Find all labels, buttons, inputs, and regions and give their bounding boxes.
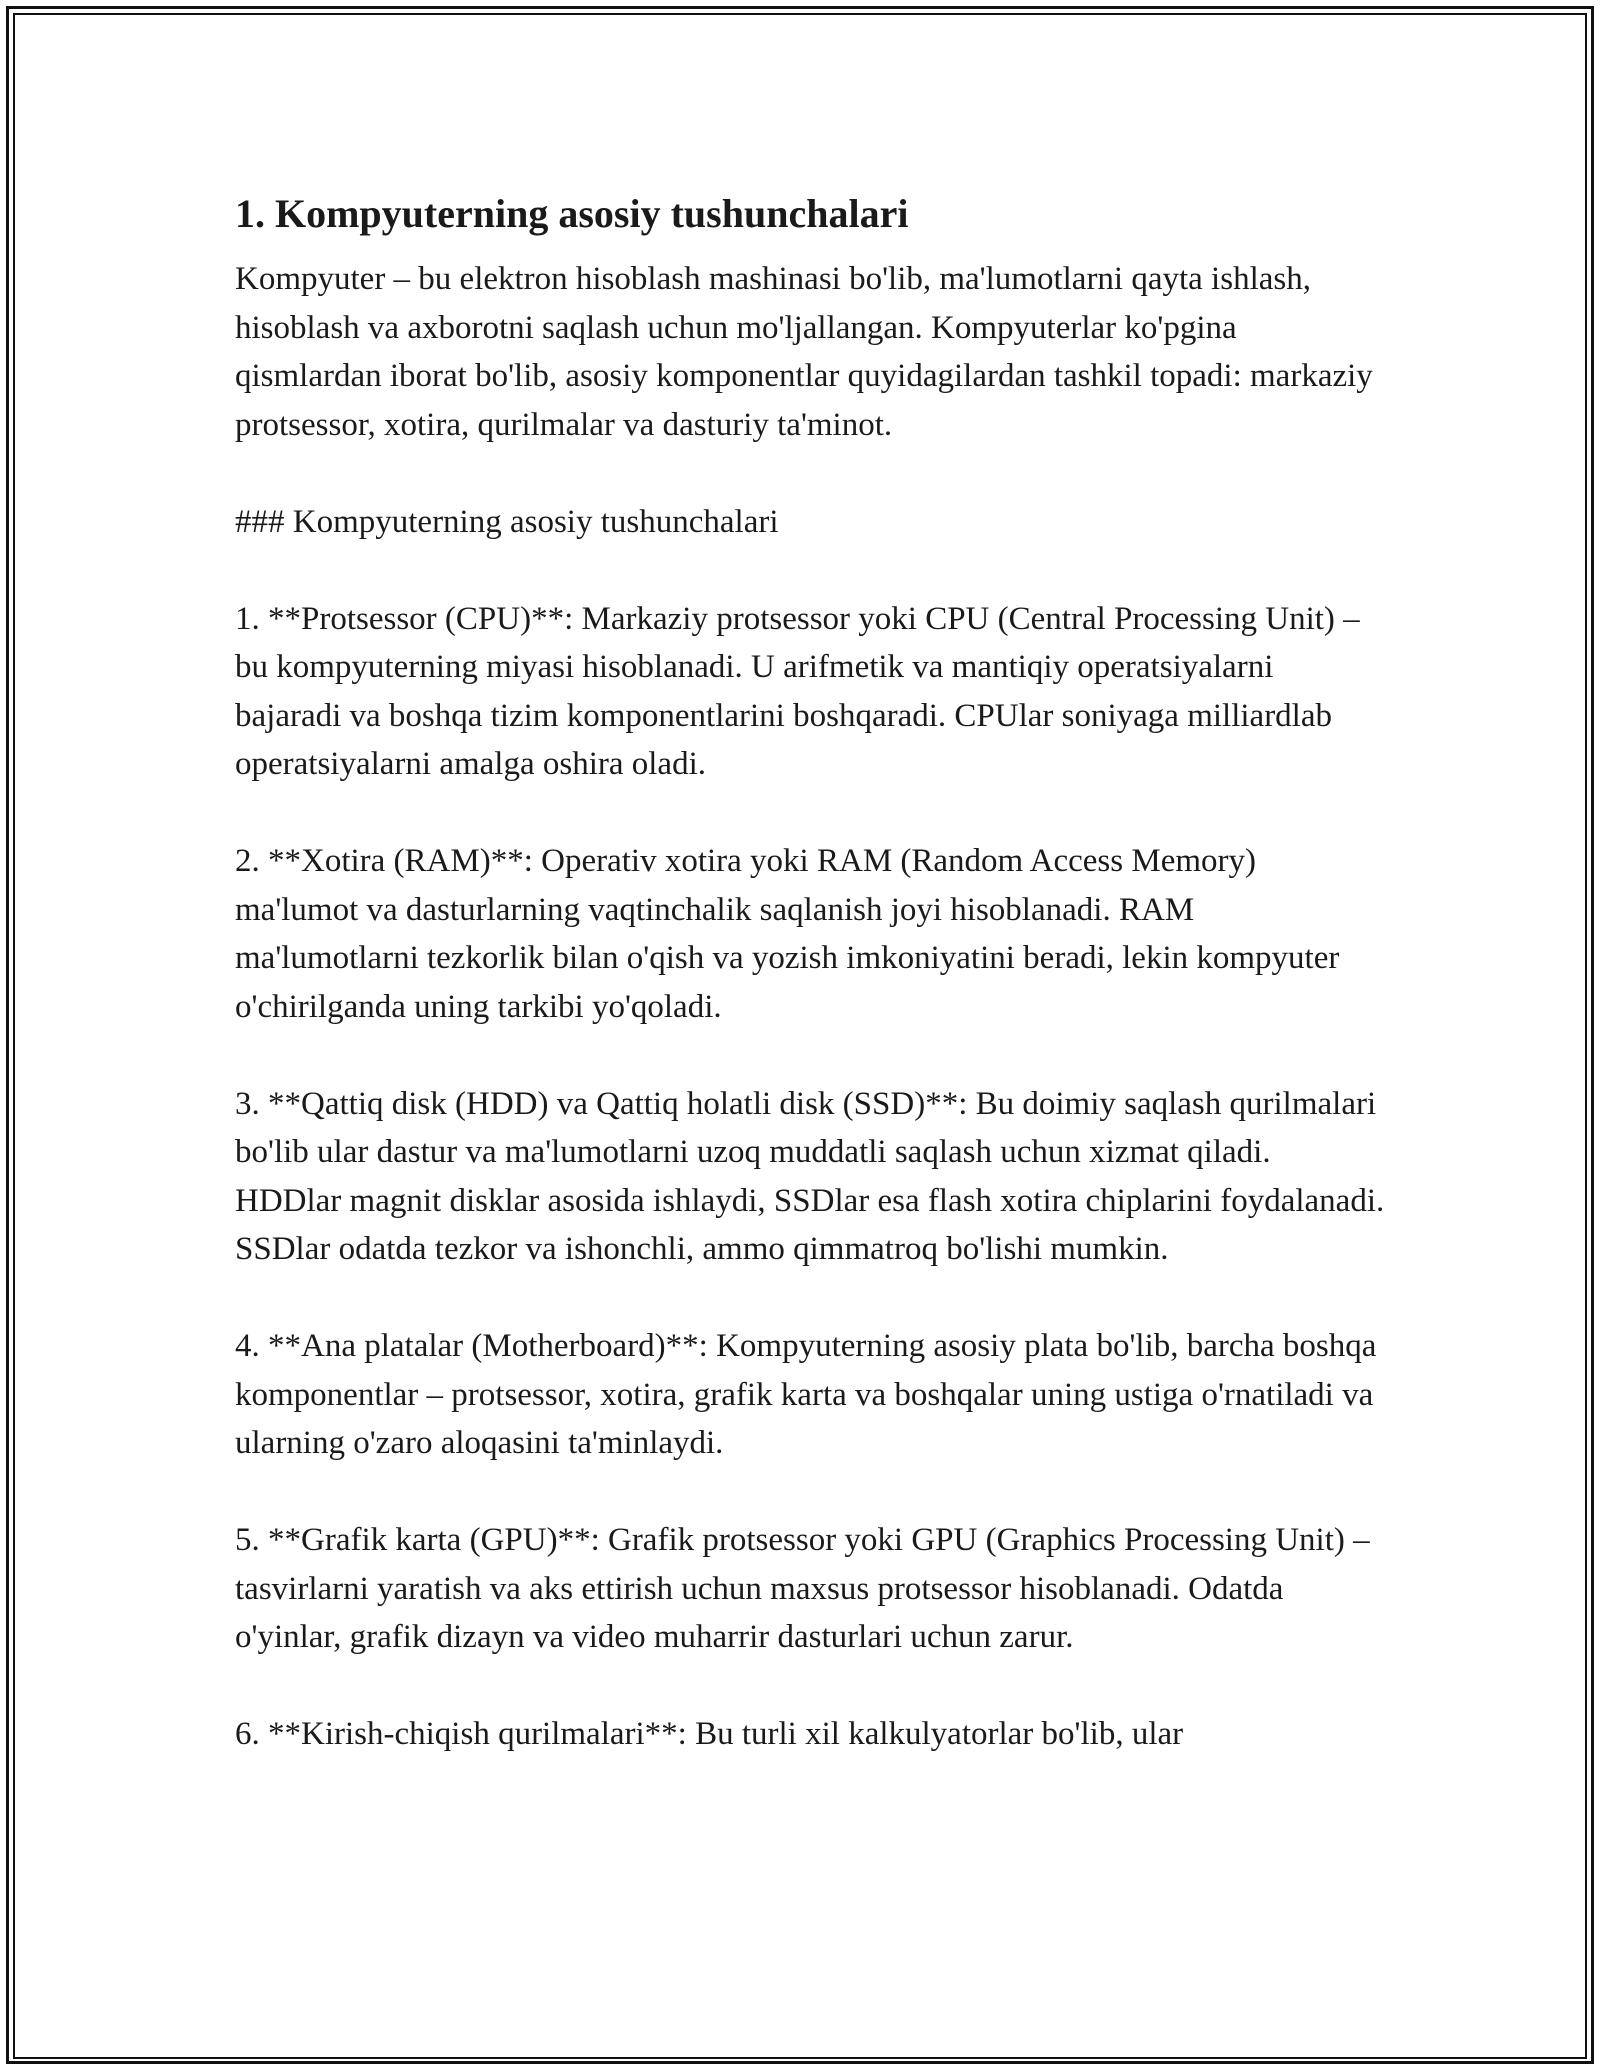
list-item-io-devices: 6. **Kirish-chiqish qurilmalari**: Bu turli xil kalkulyatorlar bo'lib, ular <box>235 1716 1184 1752</box>
document-body <box>235 185 1385 1759</box>
intro-paragraph: Kompyuter – bu elektron hisoblash mashinasi bo'lib, ma'lumotlarni qayta ishlash, hisoblash va axborotni saqlash uchun mo'ljallangan. Kompyuterlar ko'pgina qismlardan iborat bo'lib, asosiy komponentlar quyidagilardan tashkil topadi: markaziy protsessor, xotira, qurilmalar va dasturiy ta'minot. <box>235 261 1373 443</box>
list-item-storage: 3. **Qattiq disk (HDD) va Qattiq holatli disk (SSD)**: Bu doimiy saqlash qurilmalari bo'lib ular dastur va ma'lumotlarni uzoq muddatli saqlash uchun xizmat qiladi. HDDlar magnit disklar asosida ishlaydi, SSDlar esa flash xotira chiplarini foydalanadi. SSDlar odatda tezkor va ishonchli, ammo qimmatroq bo'lishi mumkin. <box>235 1085 1385 1267</box>
list-item-ram: 2. **Xotira (RAM)**: Operativ xotira yoki RAM (Random Access Memory) ma'lumot va dasturlarning vaqtinchalik saqlanish joyi hisoblanadi. RAM ma'lumotlarni tezkorlik bilan o'qish va yozish imkoniyatini beradi, lekin kompyuter o'chirilganda uning tarkibi yo'qoladi. <box>235 843 1340 1025</box>
document-heading: 1. Kompyuterning asosiy tushunchalari <box>235 191 909 236</box>
list-item-motherboard: 4. **Ana platalar (Motherboard)**: Kompyuterning asosiy plata bo'lib, barcha boshqa komponentlar – protsessor, xotira, grafik karta va boshqalar uning ustiga o'rnatiladi va ularning o'zaro aloqasini ta'minlaydi. <box>235 1328 1377 1461</box>
list-item-gpu: 5. **Grafik karta (GPU)**: Grafik protsessor yoki GPU (Graphics Processing Unit) – tasvirlarni yaratish va aks ettirish uchun maxsus protsessor hisoblanadi. Odatda o'yinlar, grafik dizayn va video muharrir dasturlari uchun zarur. <box>235 1522 1370 1655</box>
section-subheading: ### Kompyuterning asosiy tushunchalari <box>235 503 779 540</box>
list-item-cpu: 1. **Protsessor (CPU)**: Markaziy protsessor yoki CPU (Central Processing Unit) – bu kompyuterning miyasi hisoblanadi. U arifmetik va mantiqiy operatsiyalarni bajaradi va boshqa tizim komponentlarini boshqaradi. CPUlar soniyaga milliardlab operatsiyalarni amalga oshira oladi. <box>235 600 1360 782</box>
